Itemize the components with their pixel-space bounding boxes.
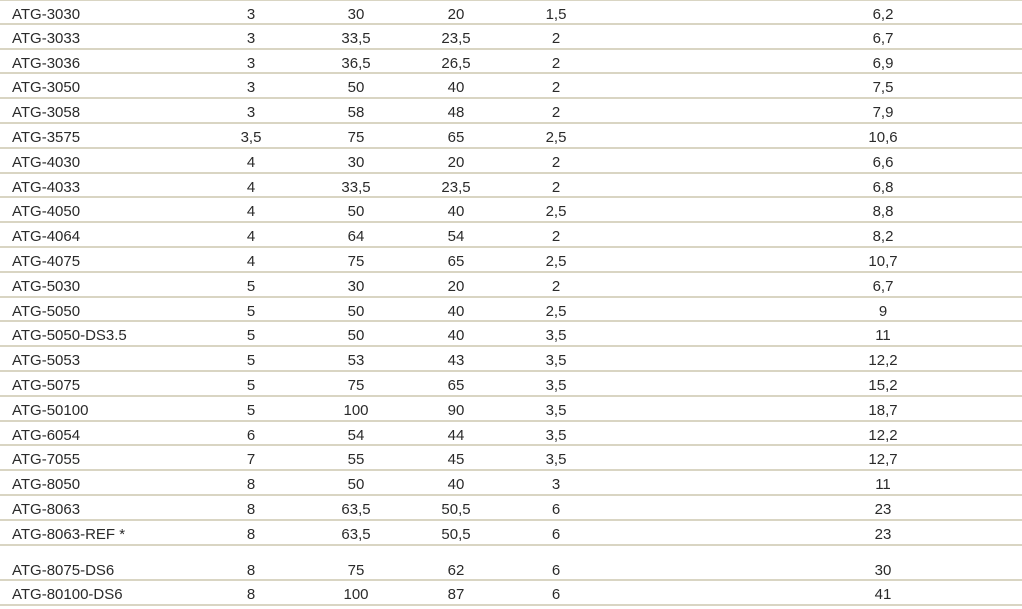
value-cell: 2 — [551, 178, 561, 196]
value-cell: 54 — [347, 426, 365, 444]
value-cell: 11 — [875, 327, 891, 345]
value-cell: 9 — [878, 302, 888, 320]
value-cell: 6,8 — [872, 178, 894, 196]
value-cell: 2,5 — [545, 302, 567, 320]
part-number-cell: ATG-6054 — [12, 426, 81, 444]
value-cell: 65 — [447, 128, 465, 146]
value-cell: 50 — [347, 79, 365, 97]
value-cell: 4 — [246, 228, 256, 246]
value-cell: 40 — [447, 476, 465, 494]
table-row — [0, 99, 1022, 124]
value-cell: 3,5 — [545, 376, 567, 394]
value-cell: 3 — [246, 6, 256, 23]
value-cell: 11 — [875, 476, 891, 494]
value-cell: 54 — [447, 228, 465, 246]
value-cell: 20 — [447, 277, 465, 295]
table-row — [0, 149, 1022, 174]
value-cell: 2 — [551, 29, 561, 47]
table-row — [0, 557, 1022, 582]
table-row — [0, 50, 1022, 75]
value-cell: 75 — [347, 128, 365, 146]
value-cell: 55 — [347, 451, 365, 469]
value-cell: 23 — [874, 500, 892, 518]
value-cell: 30 — [347, 6, 365, 23]
table-row — [0, 124, 1022, 149]
part-number-cell: ATG-8050 — [12, 476, 81, 494]
value-cell: 6 — [551, 500, 561, 518]
part-number-cell: ATG-5050-DS3.5 — [12, 327, 127, 345]
value-cell: 4 — [246, 203, 256, 221]
value-cell: 8 — [246, 561, 256, 579]
value-cell: 100 — [343, 586, 369, 604]
value-cell: 41 — [874, 586, 892, 604]
part-number-cell: ATG-8063-REF * — [12, 525, 126, 543]
value-cell: 6 — [246, 426, 256, 444]
table-row — [0, 397, 1022, 422]
table-row — [0, 372, 1022, 397]
value-cell: 20 — [447, 153, 465, 171]
value-cell: 33,5 — [341, 178, 371, 196]
value-cell: 45 — [447, 451, 465, 469]
value-cell: 10,6 — [868, 128, 898, 146]
value-cell: 6,2 — [872, 6, 894, 23]
value-cell: 63,5 — [341, 525, 371, 543]
value-cell: 3,5 — [545, 401, 567, 419]
value-cell: 100 — [343, 401, 369, 419]
value-cell: 7,5 — [872, 79, 894, 97]
table-row — [0, 74, 1022, 99]
table-row — [0, 298, 1022, 323]
value-cell: 3,5 — [545, 327, 567, 345]
value-cell: 2 — [551, 277, 561, 295]
value-cell: 8 — [246, 525, 256, 543]
part-number-cell: ATG-4030 — [12, 153, 81, 171]
value-cell: 6,7 — [872, 277, 894, 295]
value-cell: 1,5 — [545, 6, 567, 23]
part-number-cell: ATG-3036 — [12, 54, 81, 72]
value-cell: 5 — [246, 376, 256, 394]
value-cell: 63,5 — [341, 500, 371, 518]
value-cell: 6,9 — [872, 54, 894, 72]
part-number-cell: ATG-7055 — [12, 451, 81, 469]
value-cell: 75 — [347, 252, 365, 270]
value-cell: 5 — [246, 352, 256, 370]
part-number-cell: ATG-3030 — [12, 6, 81, 23]
value-cell: 8 — [246, 500, 256, 518]
value-cell: 44 — [447, 426, 465, 444]
part-number-cell: ATG-4033 — [12, 178, 81, 196]
value-cell: 8 — [246, 586, 256, 604]
part-number-cell: ATG-5075 — [12, 376, 81, 394]
table-row — [0, 446, 1022, 471]
value-cell: 2 — [551, 228, 561, 246]
value-cell: 8,8 — [872, 203, 894, 221]
table-row — [0, 25, 1022, 50]
table-row — [0, 422, 1022, 447]
value-cell: 50 — [347, 327, 365, 345]
value-cell: 5 — [246, 401, 256, 419]
part-number-cell: ATG-3050 — [12, 79, 81, 97]
value-cell: 3,5 — [545, 426, 567, 444]
part-number-cell: ATG-8075-DS6 — [12, 561, 115, 579]
value-cell: 75 — [347, 561, 365, 579]
part-number-cell: ATG-3033 — [12, 29, 81, 47]
part-number-cell: ATG-5053 — [12, 352, 81, 370]
value-cell: 23,5 — [441, 178, 471, 196]
value-cell: 3,5 — [240, 128, 262, 146]
value-cell: 3,5 — [545, 451, 567, 469]
part-number-cell: ATG-50100 — [12, 401, 89, 419]
value-cell: 23,5 — [441, 29, 471, 47]
value-cell: 62 — [447, 561, 465, 579]
value-cell: 2,5 — [545, 252, 567, 270]
table-row — [0, 471, 1022, 496]
value-cell: 3 — [246, 29, 256, 47]
value-cell: 3,5 — [545, 352, 567, 370]
value-cell: 65 — [447, 376, 465, 394]
value-cell: 40 — [447, 79, 465, 97]
part-number-cell: ATG-4064 — [12, 228, 81, 246]
value-cell: 12,7 — [868, 451, 898, 469]
part-number-cell: ATG-4075 — [12, 252, 81, 270]
value-cell: 30 — [874, 561, 892, 579]
value-cell: 15,2 — [868, 376, 898, 394]
value-cell: 4 — [246, 153, 256, 171]
value-cell: 4 — [246, 178, 256, 196]
value-cell: 30 — [347, 277, 365, 295]
table-row — [0, 248, 1022, 273]
value-cell: 58 — [347, 104, 365, 122]
value-cell: 3 — [246, 104, 256, 122]
value-cell: 90 — [447, 401, 465, 419]
value-cell: 43 — [447, 352, 465, 370]
value-cell: 5 — [246, 277, 256, 295]
value-cell: 4 — [246, 252, 256, 270]
value-cell: 64 — [347, 228, 365, 246]
table-row — [0, 521, 1022, 546]
table-row — [0, 174, 1022, 199]
value-cell: 10,7 — [868, 252, 898, 270]
value-cell: 53 — [347, 352, 365, 370]
value-cell: 6 — [551, 525, 561, 543]
value-cell: 3 — [246, 79, 256, 97]
part-number-cell: ATG-4050 — [12, 203, 81, 221]
value-cell: 30 — [347, 153, 365, 171]
table-row — [0, 347, 1022, 372]
value-cell: 33,5 — [341, 29, 371, 47]
value-cell: 40 — [447, 203, 465, 221]
table-row — [0, 322, 1022, 347]
value-cell: 26,5 — [441, 54, 471, 72]
part-number-cell: ATG-8063 — [12, 500, 81, 518]
value-cell: 65 — [447, 252, 465, 270]
part-number-cell: ATG-3575 — [12, 128, 81, 146]
value-cell: 12,2 — [868, 426, 898, 444]
part-number-cell: ATG-5050 — [12, 302, 81, 320]
value-cell: 2 — [551, 54, 561, 72]
value-cell: 7 — [246, 451, 256, 469]
value-cell: 50 — [347, 203, 365, 221]
value-cell: 7,9 — [872, 104, 894, 122]
value-cell: 2,5 — [545, 128, 567, 146]
value-cell: 5 — [246, 302, 256, 320]
value-cell: 40 — [447, 302, 465, 320]
value-cell: 87 — [447, 586, 465, 604]
value-cell: 6 — [551, 586, 561, 604]
value-cell: 36,5 — [341, 54, 371, 72]
value-cell: 20 — [447, 6, 465, 23]
table-row — [0, 198, 1022, 223]
value-cell: 2 — [551, 79, 561, 97]
part-number-cell: ATG-3058 — [12, 104, 81, 122]
value-cell: 8,2 — [872, 228, 894, 246]
value-cell: 50,5 — [441, 525, 471, 543]
value-cell: 6 — [551, 561, 561, 579]
value-cell: 40 — [447, 327, 465, 345]
value-cell: 18,7 — [868, 401, 898, 419]
table-row — [0, 0, 1022, 25]
value-cell: 2,5 — [545, 203, 567, 221]
part-number-cell: ATG-5030 — [12, 277, 81, 295]
value-cell: 48 — [447, 104, 465, 122]
value-cell: 50,5 — [441, 500, 471, 518]
value-cell: 75 — [347, 376, 365, 394]
table-row — [0, 496, 1022, 521]
value-cell: 12,2 — [868, 352, 898, 370]
value-cell: 8 — [246, 476, 256, 494]
value-cell: 6,7 — [872, 29, 894, 47]
value-cell: 3 — [551, 476, 561, 494]
value-cell: 50 — [347, 476, 365, 494]
value-cell: 2 — [551, 104, 561, 122]
value-cell: 3 — [246, 54, 256, 72]
part-number-cell: ATG-80100-DS6 — [12, 586, 123, 604]
value-cell: 50 — [347, 302, 365, 320]
value-cell: 5 — [246, 327, 256, 345]
table-row — [0, 273, 1022, 298]
table-row — [0, 223, 1022, 248]
value-cell: 23 — [874, 525, 892, 543]
value-cell: 2 — [551, 153, 561, 171]
value-cell: 6,6 — [872, 153, 894, 171]
table-row — [0, 581, 1022, 606]
